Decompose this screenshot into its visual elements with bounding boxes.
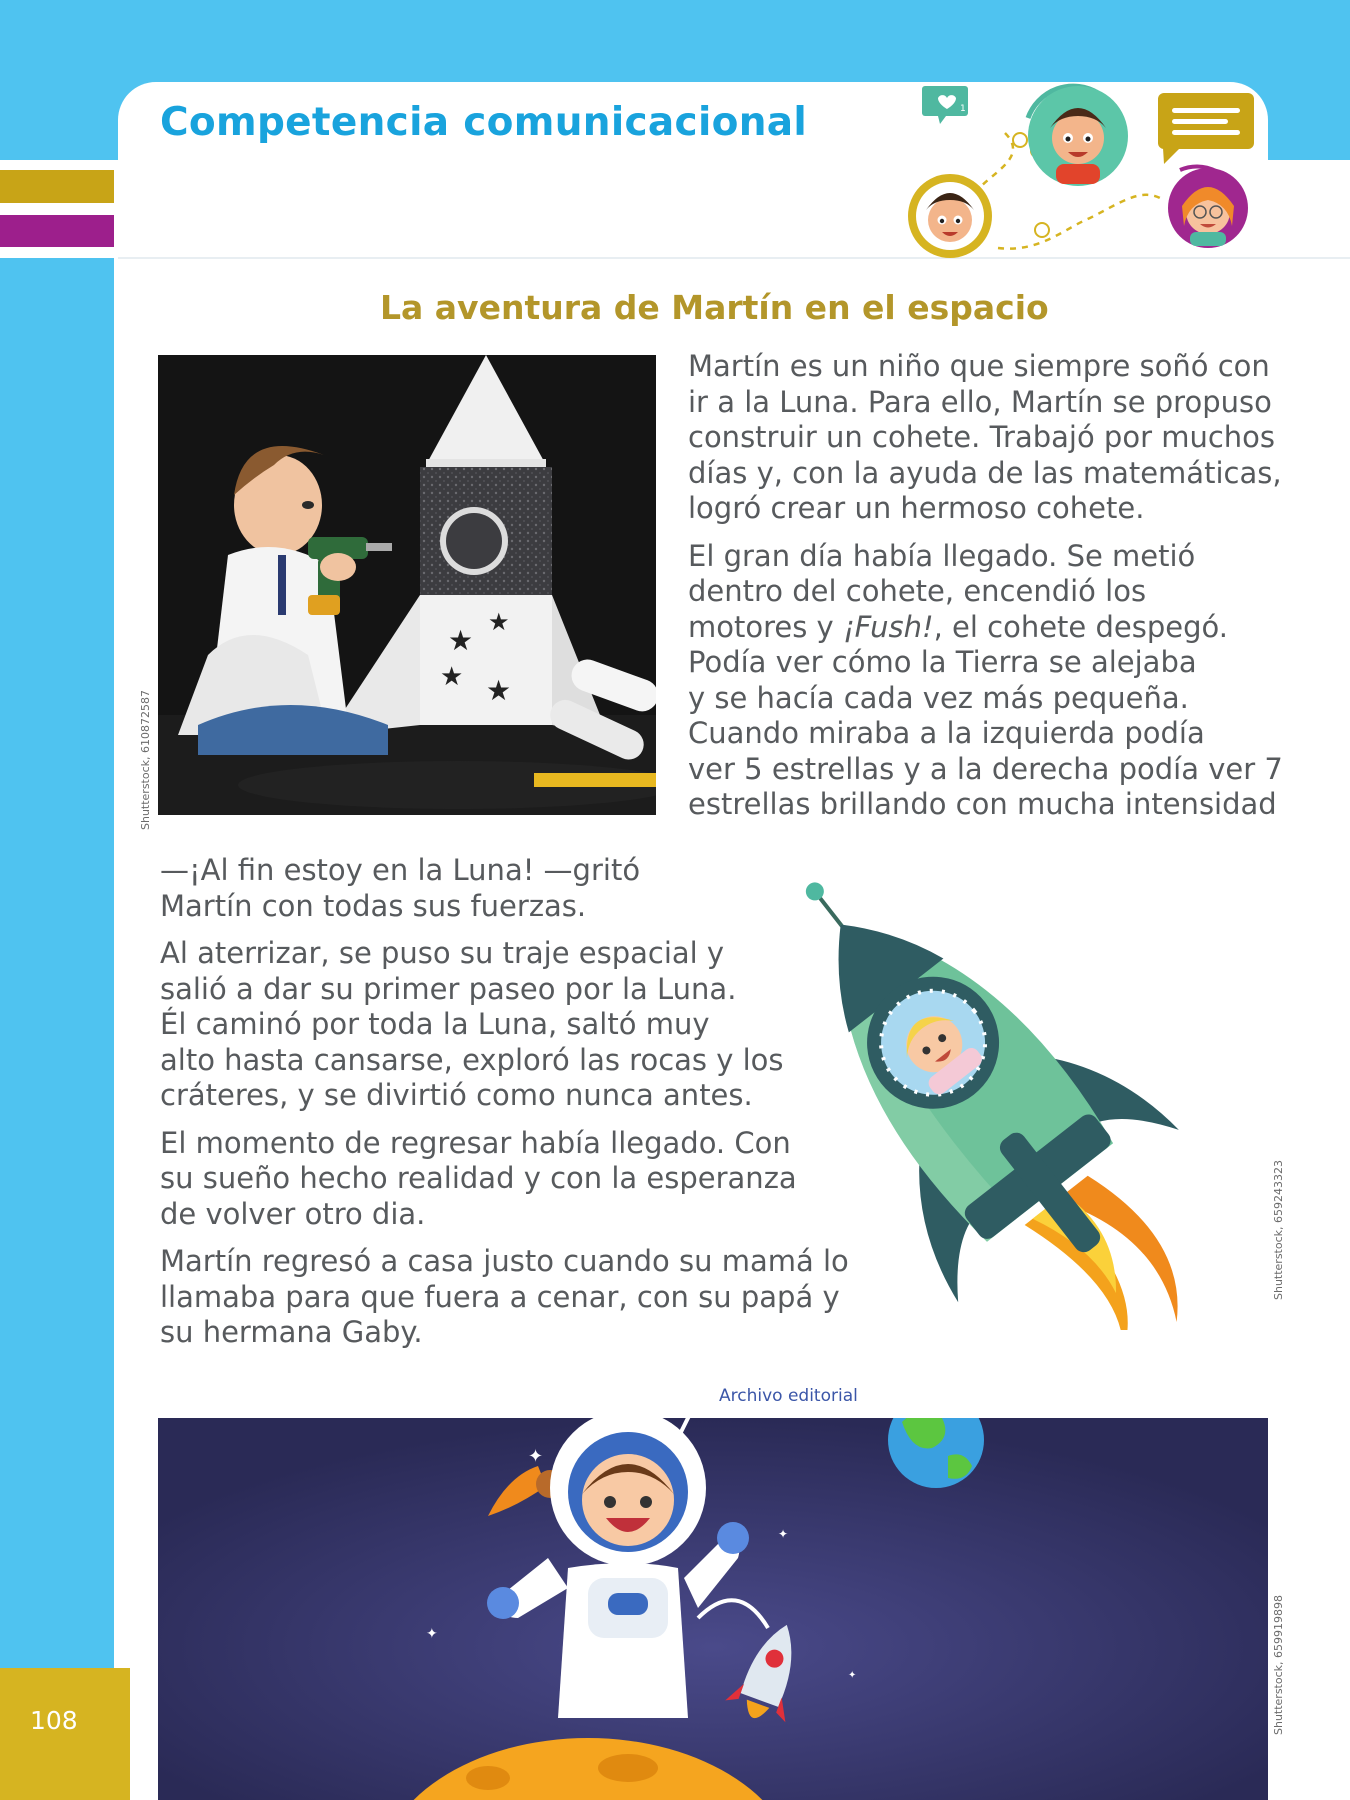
text-line: El gran día había llegado. Se metió xyxy=(688,538,1196,573)
paragraph-1 xyxy=(688,349,1338,527)
section-title: Competencia comunicacional xyxy=(160,100,808,145)
text-line: su sueño hecho realidad y con la esperanza xyxy=(160,1161,797,1195)
text-line: Podía ver cómo la Tierra se alejaba xyxy=(688,645,1197,679)
boy-avatar-green-icon xyxy=(1028,86,1128,186)
page-number: 108 xyxy=(30,1706,78,1735)
astronaut-credit: Shutterstock, 659919898 xyxy=(1272,1595,1285,1736)
boy-avatar-yellow-icon xyxy=(908,174,992,258)
text-line: Al aterrizar, se puso su traje espacial y xyxy=(160,936,725,970)
text-line: de volver otro dia. xyxy=(160,1196,426,1231)
photo-credit: Shutterstock, 610872587 xyxy=(139,690,152,831)
text-line: Martín es un niño que siempre soñó con xyxy=(688,349,1270,383)
svg-text:★: ★ xyxy=(488,608,510,636)
like-badge-icon xyxy=(922,86,968,124)
text-line: construir un cohete. Trabajó por muchos xyxy=(688,420,1276,454)
text-line: días y, con la ayuda de las matemáticas, xyxy=(688,455,1282,490)
svg-text:★: ★ xyxy=(486,674,512,707)
svg-text:✦: ✦ xyxy=(426,1626,438,1642)
kids-chat-illustration xyxy=(880,78,1260,258)
text-line: Martín con todas sus fuerzas. xyxy=(160,888,587,923)
text-line: El momento de regresar había llegado. Con xyxy=(160,1125,791,1160)
svg-text:✦: ✦ xyxy=(778,1527,789,1541)
text-line-end: , el cohete despegó. xyxy=(933,609,1228,644)
text-line: Cuando miraba a la izquierda podía xyxy=(688,716,1205,750)
text-line: su hermana Gaby. xyxy=(160,1315,423,1349)
paragraph-2 xyxy=(688,539,1338,823)
svg-text:★: ★ xyxy=(448,624,474,657)
fush-exclamation: ¡Fush! xyxy=(842,609,934,644)
text-line: llamaba para que fuera a cenar, con su papá y xyxy=(160,1279,840,1314)
text-line: ver 5 estrellas y a la derecha podía ver 7 xyxy=(688,751,1283,786)
story-title: La aventura de Martín en el espacio xyxy=(380,288,1049,327)
gold-accent-bar xyxy=(0,170,114,203)
svg-text:1: 1 xyxy=(960,104,966,114)
text-line: estrellas brillando con mucha intensidad xyxy=(688,787,1277,821)
editorial-credit: Archivo editorial xyxy=(719,1386,858,1406)
left-color-band xyxy=(0,258,114,1688)
svg-text:✦: ✦ xyxy=(848,1670,857,1681)
text-line: alto hasta cansarse, exploró las rocas y los xyxy=(160,1042,784,1077)
text-line: logró crear un hermoso cohete. xyxy=(688,491,1145,525)
text-line: Él caminó por toda la Luna, saltó muy xyxy=(160,1007,710,1041)
text-line: Martín regresó a casa justo cuando su mamá lo xyxy=(160,1244,849,1278)
magenta-accent-bar xyxy=(0,215,114,247)
text-line: —¡Al fin estoy en la Luna! —gritó xyxy=(160,853,641,887)
chat-bubble-icon xyxy=(1158,93,1254,164)
rocket-credit: Shutterstock, 659243323 xyxy=(1272,1160,1285,1301)
girl-avatar-purple-icon xyxy=(1168,166,1248,248)
text-line: cráteres, y se divirtió como nunca antes. xyxy=(160,1078,753,1112)
text-line: dentro del cohete, encendió los xyxy=(688,574,1147,608)
space-illustration-panel xyxy=(158,1418,1268,1800)
text-line: ir a la Luna. Para ello, Martín se propuso xyxy=(688,384,1272,419)
svg-text:★: ★ xyxy=(440,662,464,692)
photo-boy-building-rocket xyxy=(158,355,656,815)
rocket-illustration xyxy=(730,850,1210,1330)
text-line: y se hacía cada vez más pequeña. xyxy=(688,680,1189,715)
story-right-column xyxy=(688,349,1338,823)
text-line-start: motores y xyxy=(688,609,843,644)
text-line: salió a dar su primer paseo por la Luna. xyxy=(160,971,737,1006)
svg-text:✦: ✦ xyxy=(528,1446,544,1467)
